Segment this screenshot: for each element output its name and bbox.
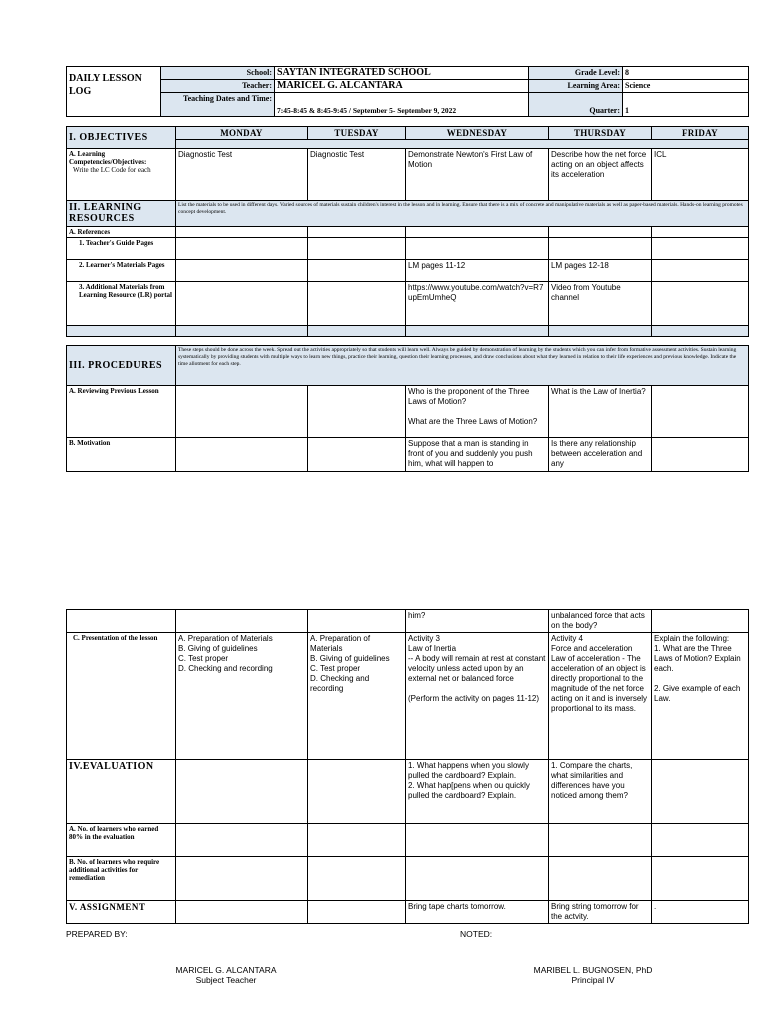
motivation-thu: Is there any relationship between acceleration and any	[549, 438, 652, 472]
presentation-mon: A. Preparation of Materials B. Giving of guidelines C. Test proper D. Checking and recording	[176, 633, 308, 760]
assignment-thu: Bring string tomorrow for the actvity.	[549, 901, 652, 924]
lm-thu: LM pages 12-18	[549, 260, 652, 282]
resources-title: II. LEARNING RESOURCES	[67, 201, 176, 227]
day-friday: FRIDAY	[652, 127, 749, 140]
assignment-title: V. ASSIGNMENT	[67, 901, 176, 924]
objectives-title: I. OBJECTIVES	[67, 127, 176, 149]
objectives-note: Write the LC Code for each	[73, 166, 151, 174]
dates-label: Teaching Dates and Time:	[161, 93, 275, 117]
noter-signature-block	[518, 965, 668, 985]
area-value: Science	[623, 80, 749, 93]
day-thursday: THURSDAY	[549, 127, 652, 140]
prepared-label: PREPARED BY:	[66, 929, 128, 939]
evaluation-title: IV.EVALUATION	[67, 760, 176, 824]
references-label: A. References	[67, 227, 176, 238]
grade-value: 8	[623, 67, 749, 80]
area-label: Learning Area:	[529, 80, 623, 93]
reviewing-wed: Who is the proponent of the Three Laws of Motion? What are the Three Laws of Motion?	[406, 386, 549, 438]
lesson-table-page2	[66, 609, 749, 924]
lr-wed-link[interactable]: https://www.youtube.com/watch?v=R7upEmUmheQ	[406, 282, 549, 326]
presentation-tue: A. Preparation of Materials B. Giving of guidelines C. Test proper D. Checking and recording	[308, 633, 406, 760]
assignment-wed: Bring tape charts tomorrow.	[406, 901, 549, 924]
lesson-table-page1	[66, 126, 749, 337]
motivation-wed: Suppose that a man is standing in front of you and suddenly you push him, what will happen to	[406, 438, 549, 472]
preparer-name: MARICEL G. ALCANTARA	[175, 965, 277, 975]
teacher-value: MARICEL G. ALCANTARA	[275, 80, 529, 93]
preparer-role: Subject Teacher	[195, 975, 257, 985]
presentation-label: C. Presentation of the lesson	[67, 633, 176, 760]
preparer-signature-block	[164, 965, 288, 985]
objectives-label: A. Learning Competencies/Objectives: Write the LC Code for each	[67, 149, 176, 201]
procedures-note: These steps should be done across the week. Spread out the activities appropriately so that students will learn well. Always be guided by demonstration of learning by the students which you can infer from formative assessment activities. Sustain learning systematically by providing students with multiple ways to learn new things, practice their learning, question their learning processes, and draw conclusions about what they learned in relation to their life experiences and previous knowledge. Indicate the time allotment for each step.	[176, 346, 749, 386]
motivation-label: B. Motivation	[67, 438, 176, 472]
objective-fri: ICL	[652, 149, 749, 201]
objective-wed: Demonstrate Newton's First Law of Motion	[406, 149, 549, 201]
evaluation-wed: 1. What happens when you slowly pulled the cardboard? Explain. 2. What hap[pens when ou quickly pulled the cardboard? Explain.	[406, 760, 549, 824]
log-title: DAILY LESSON LOG	[67, 67, 161, 117]
motivation-cont-thu: unbalanced force that acts on the body?	[549, 610, 652, 633]
evaluation-b-label: B. No. of learners who require additional activities for remediation	[67, 857, 176, 901]
lm-wed: LM pages 11-12	[406, 260, 549, 282]
noted-label: NOTED:	[460, 929, 493, 939]
day-tuesday: TUESDAY	[308, 127, 406, 140]
objective-mon: Diagnostic Test	[176, 149, 308, 201]
procedures-title: III. PROCEDURES	[67, 346, 176, 386]
resources-note: List the materials to be used in different days. Varied sources of materials sustain children's interest in the lesson and in learning. Ensure that there is a mix of concrete and manipulative materials as well as paper-based materials. Hands-on learning promotes concept development.	[176, 201, 749, 227]
quarter-value: 1	[623, 93, 749, 117]
school-label: School:	[161, 67, 275, 80]
noter-role: Principal IV	[571, 975, 615, 985]
day-wednesday: WEDNESDAY	[406, 127, 549, 140]
procedures-table	[66, 345, 749, 472]
lr-thu: Video from Youtube channel	[549, 282, 652, 326]
tg-label: 1. Teacher's Guide Pages	[67, 238, 176, 260]
header-table	[66, 66, 749, 117]
noter-name: MARIBEL L. BUGNOSEN, PhD	[533, 965, 653, 975]
day-monday: MONDAY	[176, 127, 308, 140]
reviewing-label: A. Reviewing Previous Lesson	[67, 386, 176, 438]
reviewing-thu: What is the Law of Inertia?	[549, 386, 652, 438]
evaluation-a-label: A. No. of learners who earned 80% in the evaluation	[67, 824, 176, 857]
objective-tue: Diagnostic Test	[308, 149, 406, 201]
assignment-fri: .	[652, 901, 749, 924]
grade-label: Grade Level:	[529, 67, 623, 80]
presentation-fri: Explain the following: 1. What are the Three Laws of Motion? Explain each. 2. Give example of each Law.	[652, 633, 749, 760]
quarter-label: Quarter:	[529, 93, 623, 117]
motivation-cont-wed: him?	[406, 610, 549, 633]
lm-label: 2. Learner's Materials Pages	[67, 260, 176, 282]
evaluation-thu: 1. Compare the charts, what similarities and differences have you noticed among them?	[549, 760, 652, 824]
dates-value: 7:45-8:45 & 8:45-9:45 / September 5- September 9, 2022	[275, 93, 529, 117]
lr-label: 3. Additional Materials from Learning Resource (LR) portal	[67, 282, 176, 326]
objective-thu: Describe how the net force acting on an object affects its acceleration	[549, 149, 652, 201]
presentation-thu: Activity 4 Force and acceleration Law of acceleration - The acceleration of an object is directly proportional to the magnitude of the net force acting on it and is inversely proportional to its mass.	[549, 633, 652, 760]
presentation-wed: Activity 3 Law of Inertia -- A body will remain at rest at constant velocity unless acted upon by an external net or balanced force (Perform the activity on pages 11-12)	[406, 633, 549, 760]
school-value: SAYTAN INTEGRATED SCHOOL	[275, 67, 529, 80]
teacher-label: Teacher:	[161, 80, 275, 93]
objectives-band	[176, 140, 749, 149]
